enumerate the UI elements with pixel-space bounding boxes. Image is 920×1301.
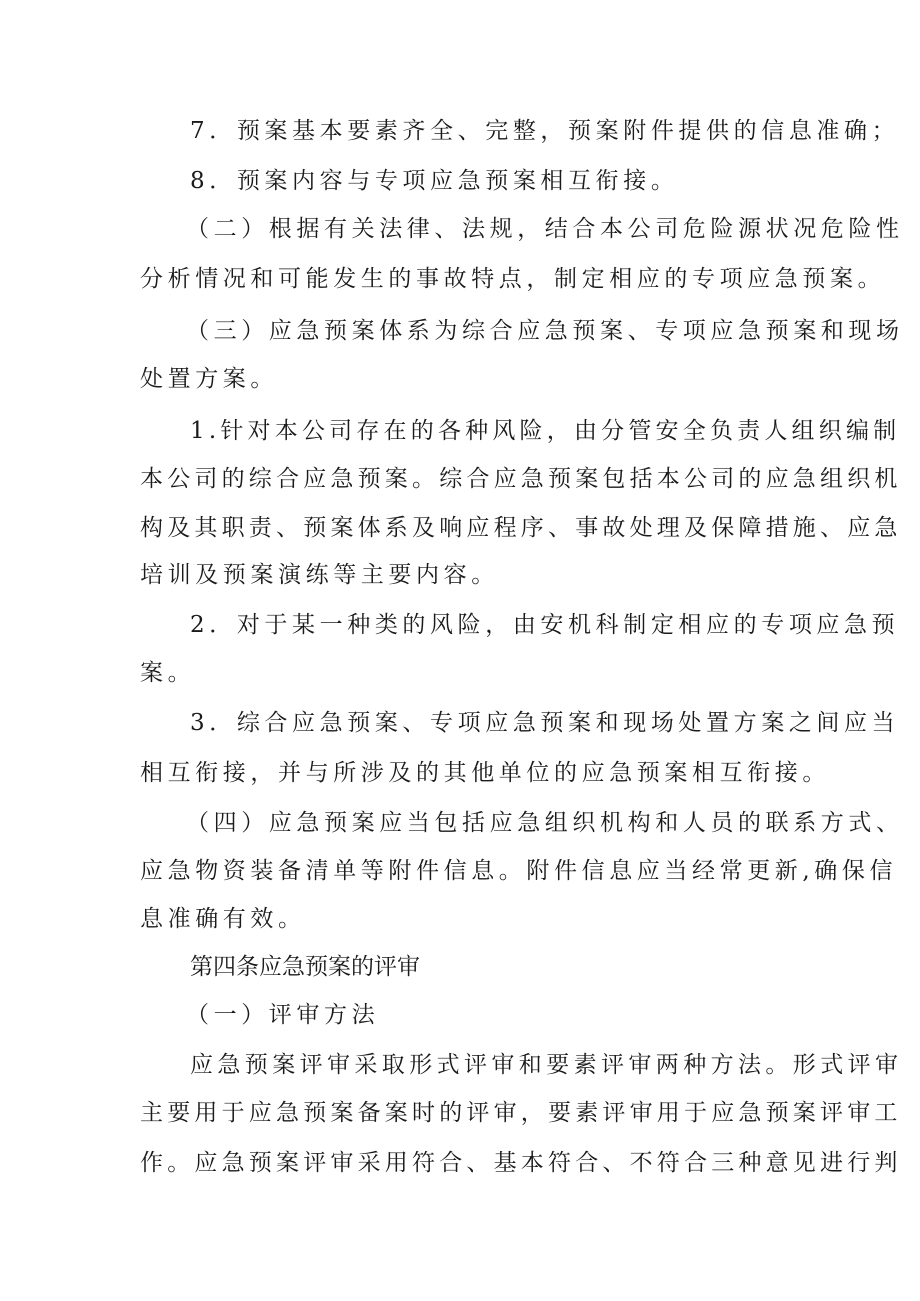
text-line: 相互衔接，并与所涉及的其他单位的应急预案相互衔接。 — [140, 760, 830, 786]
text-line: 作。应急预案评审采用符合、基本符合、不符合三种意见进行判 — [140, 1150, 902, 1176]
text-line: 构及其职责、预案体系及响应程序、事故处理及保障措施、应急 — [140, 515, 902, 541]
text-line: 1.针对本公司存在的各种风险，由分管安全负责人组织编制 — [190, 418, 901, 444]
text-line: （三）应急预案体系为综合应急预案、专项应急预案和现场 — [186, 318, 904, 344]
text-line: （四）应急预案应当包括应急组织机构和人员的联系方式、 — [186, 810, 904, 836]
text-line: （二）根据有关法律、法规，结合本公司危险源状况危险性 — [186, 216, 904, 242]
text-line: 应急预案评审采取形式评审和要素评审两种方法。形式评审 — [190, 1052, 903, 1078]
text-line: 应急物资装备清单等附件信息。附件信息应当经常更新,确保信 — [140, 858, 898, 884]
text-line: 3．综合应急预案、专项应急预案和现场处置方案之间应当 — [190, 710, 900, 736]
text-line: 8．预案内容与专项应急预案相互衔接。 — [190, 168, 679, 194]
text-line: 处置方案。 — [140, 366, 278, 392]
text-line: 分析情况和可能发生的事故特点，制定相应的专项应急预案。 — [140, 266, 886, 292]
text-line: 培训及预案演练等主要内容。 — [140, 562, 499, 588]
text-line: 2．对于某一种类的风险，由安机科制定相应的专项应急预 — [190, 612, 900, 638]
text-line: 息准确有效。 — [140, 906, 306, 932]
text-line: 本公司的综合应急预案。综合应急预案包括本公司的应急组织机 — [140, 466, 902, 492]
text-line: 7．预案基本要素齐全、完整，预案附件提供的信息准确； — [190, 118, 900, 144]
section-heading: 第四条应急预案的评审 — [190, 954, 420, 980]
text-line: 主要用于应急预案备案时的评审，要素评审用于应急预案评审工 — [140, 1100, 902, 1126]
text-line: （一）评审方法 — [186, 1002, 380, 1028]
text-line: 案。 — [140, 660, 196, 686]
